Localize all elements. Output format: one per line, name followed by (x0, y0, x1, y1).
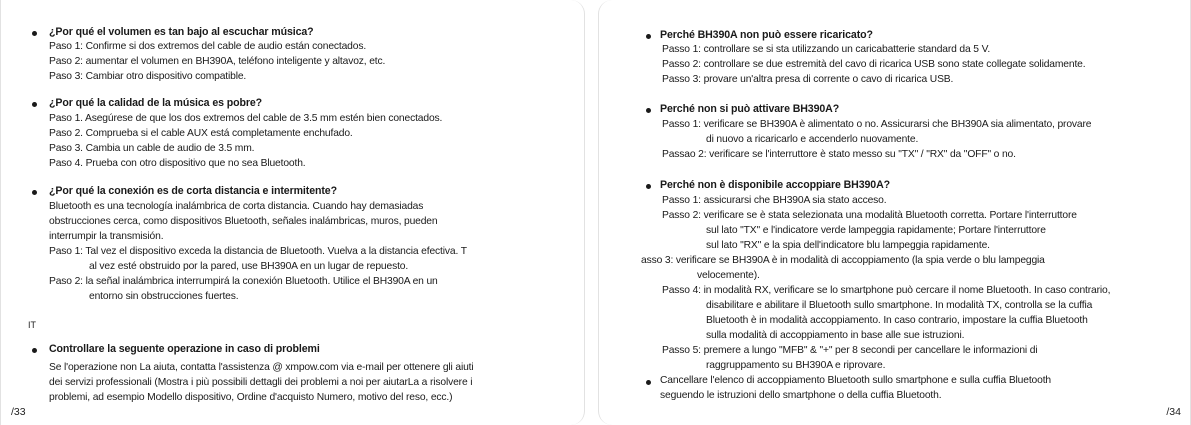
faq-question: Cancellare l'elenco di accoppiamento Bluetooth sullo smartphone e sulla cuffia Bluetooth (660, 375, 1051, 386)
faq-step: Paso 2: la señal inalámbrica interrumpirá la conexión Bluetooth. Utilice el BH390A en un (49, 276, 438, 287)
faq-step: disabilitare e abilitare il Bluetooth sullo smartphone. In modalità TX, controlla se la cuffia (706, 300, 1093, 311)
faq-step: sul lato "TX" e l'indicatore verde lampeggia rapidamente; Portare l'interruttore (706, 225, 1046, 236)
faq-step: sulla modalità di accoppiamento in base alle sue istruzioni. (706, 330, 965, 341)
faq-step: Passo 4: in modalità RX, verificare se lo smartphone può cercare il nome Bluetooth. In caso contrario, (662, 285, 1111, 296)
bullet-icon (646, 380, 651, 385)
faq-step: di nuovo a ricaricarlo e accenderlo nuovamente. (706, 134, 919, 145)
faq-step: Passo 5: premere a lungo "MFB" & "+" per 8 secondi per cancellare le informazioni di (662, 345, 1038, 356)
paragraph-line: Se l'operazione non La aiuta, contatta l'assistenza @ xmpow.com via e-mail per ottenere gli aiuti (49, 362, 474, 373)
faq-step: Passo 1: verificare se BH390A è alimentato o no. Assicurarsi che BH390A sia alimentato, provare (662, 119, 1092, 130)
section-heading: Controllare la seguente operazione in caso di problemi (49, 343, 320, 355)
faq-question: ¿Por qué el volumen es tan bajo al escuchar música? (49, 26, 314, 38)
faq-step: Bluetooth es una tecnología inalámbrica de corta distancia. Cuando hay demasiadas (49, 201, 424, 212)
faq-step: sul lato "RX" e la spia dell'indicatore blu lampeggia rapidamente. (706, 240, 990, 251)
bullet-icon (32, 348, 37, 353)
faq-step: Paso 1: Confirme si dos extremos del cable de audio están conectados. (49, 41, 367, 52)
faq-step: al vez esté obstruido por la pared, use BH390A en un lugar de repuesto. (89, 261, 409, 272)
bullet-icon (32, 31, 37, 36)
bullet-icon (32, 102, 37, 107)
bullet-icon (646, 184, 651, 189)
paragraph-line: problemi, ad esempio Modello dispositivo, Ordine d'acquisto Numero, motivo del reso, ecc.) (49, 392, 453, 403)
faq-step: interrumpir la transmisión. (49, 231, 164, 242)
left-page (0, 0, 585, 425)
faq-step: Paso 1: Tal vez el dispositivo exceda la distancia de Bluetooth. Vuelva a la distancia efectiva. T (49, 246, 467, 257)
faq-question: ¿Por qué la calidad de la música es pobre? (49, 97, 263, 109)
faq-step: seguendo le istruzioni dello smartphone o della cuffia Bluetooth. (660, 390, 942, 401)
faq-step: Passo 2: controllare se due estremità del cavo di ricarica USB sono state collegate solidamente. (662, 59, 1086, 70)
faq-step: Paso 1. Asegúrese de que los dos extremos del cable de 3.5 mm estén bien conectados. (49, 113, 443, 124)
language-label: IT (28, 320, 36, 330)
faq-question: Perché non è disponibile accoppiare BH390A? (660, 179, 891, 191)
bullet-icon (646, 108, 651, 113)
faq-step: obstrucciones cerca, como dispositivos Bluetooth, señales inalámbricas, muros, pueden (49, 216, 438, 227)
faq-question: Perché non si può attivare BH390A? (660, 103, 840, 115)
faq-step: raggruppamento su BH390A e riprovare. (706, 360, 886, 371)
faq-step: Passo 3: provare un'altra presa di corrente o cavo di ricarica USB. (662, 74, 954, 85)
faq-step: asso 3: verificare se BH390A è in modalità di accoppiamento (la spia verde o blu lampeggia (641, 255, 1045, 266)
bullet-icon (646, 34, 651, 39)
page-number: /34 (1166, 406, 1181, 418)
faq-step: Paso 2: aumentar el volumen en BH390A, teléfono inteligente y altavoz, etc. (49, 56, 386, 67)
faq-step: Bluetooth è in modalità accoppiamento. In caso contrario, impostare la cuffia Bluetooth (706, 315, 1088, 326)
bullet-icon (32, 190, 37, 195)
faq-step: Paso 2. Comprueba si el cable AUX está completamente enchufado. (49, 128, 353, 139)
faq-step: Passo 1: controllare se si sta utilizzando un caricabatterie standard da 5 V. (662, 44, 991, 55)
faq-step: entorno sin obstrucciones fuertes. (89, 291, 239, 302)
faq-step: velocemente). (697, 270, 760, 281)
faq-question: ¿Por qué la conexión es de corta distancia e intermitente? (49, 185, 337, 197)
faq-question: Perché BH390A non può essere ricaricato? (660, 29, 873, 41)
right-page (598, 0, 1191, 425)
faq-step: Passo 1: assicurarsi che BH390A sia stato acceso. (662, 195, 887, 206)
paragraph-line: dei servizi professionali (Mostra i più possibili dettagli dei problemi a noi per aiutarLa a risolvere i (49, 377, 473, 388)
faq-step: Passao 2: verificare se l'interruttore è stato messo su "TX" / "RX" da "OFF" o no. (662, 149, 1016, 160)
page-number: /33 (11, 406, 26, 418)
faq-step: Paso 4. Prueba con otro dispositivo que no sea Bluetooth. (49, 158, 306, 169)
faq-step: Passo 2: verificare se è stata selezionata una modalità Bluetooth corretta. Portare l'interruttore (662, 210, 1077, 221)
faq-step: Paso 3: Cambiar otro dispositivo compatible. (49, 71, 247, 82)
faq-step: Paso 3. Cambia un cable de audio de 3.5 mm. (49, 143, 255, 154)
